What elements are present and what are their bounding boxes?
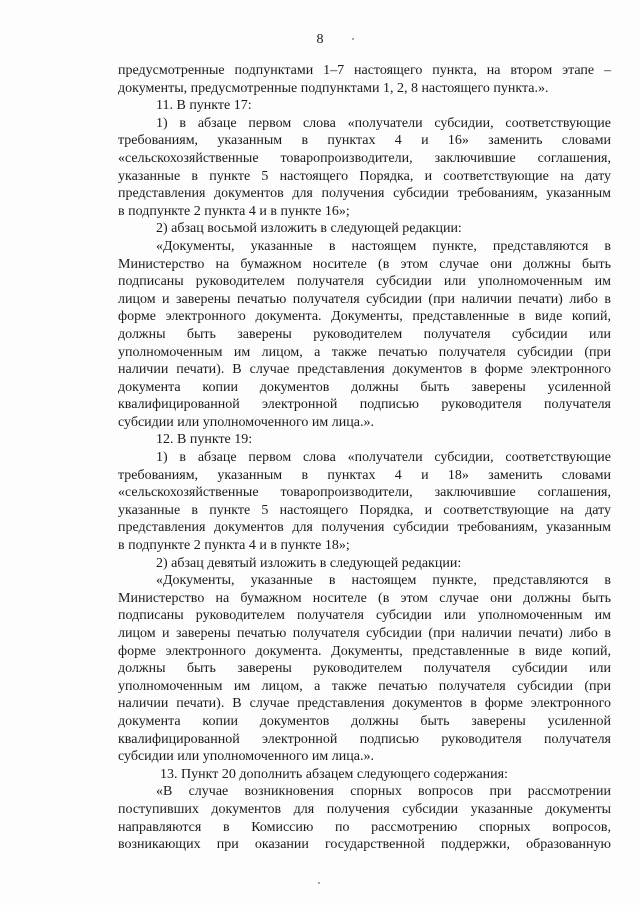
text-line: 2) абзац восьмой изложить в следующей редакции: xyxy=(156,221,462,237)
page-number: 8 xyxy=(316,32,324,47)
text-line: документа копии документов должны быть заверены усиленной xyxy=(118,379,611,395)
text-line: в подпункте 2 пункта 4 и в пункте 18»; xyxy=(118,538,350,554)
scan-speck xyxy=(352,38,354,40)
paragraph xyxy=(118,766,611,784)
text-line: «сельскохозяйственные товаропроизводители, заключившие соглашения, xyxy=(118,150,611,166)
text-line: в подпункте 2 пункта 4 и в пункте 16»; xyxy=(118,203,350,219)
text-line: форме электронного документа. Документы, представленные в виде копий, xyxy=(118,643,611,659)
scan-speck xyxy=(318,882,320,884)
paragraph xyxy=(118,238,611,432)
text-line: квалифицированной электронной подписью руководителя получателя xyxy=(118,397,611,413)
text-line: 13. Пункт 20 дополнить абзацем следующего содержания: xyxy=(160,766,508,782)
text-line: уполномоченным им лицом, а также печатью получателя субсидии (при xyxy=(118,344,611,360)
text-line: возникающих при оказании государственной поддержки, образованную xyxy=(118,837,611,853)
paragraph xyxy=(118,220,611,238)
text-line: «сельскохозяйственные товаропроизводители, заключившие соглашения, xyxy=(118,485,611,501)
document-body xyxy=(118,62,611,854)
paragraph xyxy=(118,431,611,449)
text-line: «В случае возникновения спорных вопросов при рассмотрении xyxy=(156,784,611,800)
text-line: наличии печати). В случае представления документов в форме электронного xyxy=(118,362,611,378)
text-line: 11. В пункте 17: xyxy=(156,98,252,114)
text-line: 1) в абзаце первом слова «получатели субсидии, соответствующие xyxy=(156,115,611,131)
text-line: требованиям, указанным в пунктах 4 и 16» заменить словами xyxy=(118,133,611,149)
text-line: Министерство на бумажном носителе (в этом случае они должны быть xyxy=(118,256,611,272)
paragraph xyxy=(118,97,611,115)
text-line: лицом и заверены печатью получателя субсидии (при наличии печати) либо в xyxy=(118,291,611,307)
text-line: субсидии или уполномоченного им лица.». xyxy=(118,414,374,430)
paragraph xyxy=(118,783,611,853)
text-line: подписаны руководителем получателя субсидии или уполномоченным им xyxy=(118,274,611,290)
text-line: наличии печати). В случае представления документов в форме электронного xyxy=(118,696,611,712)
text-line: поступивших документов для получения субсидии указанные документы xyxy=(118,801,611,817)
text-line: подписаны руководителем получателя субсидии или уполномоченным им xyxy=(118,608,611,624)
text-line: указанные в пункте 5 настоящего Порядка, и соответствующие на дату xyxy=(118,502,611,518)
text-line: требованиям, указанным в пунктах 4 и 18» заменить словами xyxy=(118,467,611,483)
text-line: субсидии или уполномоченного им лица.». xyxy=(118,749,374,765)
text-line: Министерство на бумажном носителе (в этом случае они должны быть xyxy=(118,590,611,606)
text-line: документы, предусмотренные подпунктами 1, 2, 8 настоящего пункта.». xyxy=(118,80,549,96)
text-line: лицом и заверены печатью получателя субсидии (при наличии печати) либо в xyxy=(118,626,611,641)
text-line: документа копии документов должны быть заверены усиленной xyxy=(118,713,611,729)
text-line: направляются в Комиссию по рассмотрению спорных вопросов, xyxy=(118,819,611,835)
text-line: должны быть заверены руководителем получателя субсидии или xyxy=(118,326,611,342)
text-line: «Документы, указанные в настоящем пункте, представляются в xyxy=(156,573,611,589)
paragraph xyxy=(118,62,611,97)
text-line: представления документов для получения субсидии требованиям, указанным xyxy=(118,186,611,202)
text-line: 2) абзац девятый изложить в следующей редакции: xyxy=(156,555,462,571)
text-line: 12. В пункте 19: xyxy=(156,432,253,448)
paragraph xyxy=(118,115,611,221)
paragraph xyxy=(118,572,611,766)
text-line: представления документов для получения субсидии требованиям, указанным xyxy=(118,520,611,536)
text-line: 1) в абзаце первом слова «получатели субсидии, соответствующие xyxy=(156,450,611,466)
text-line: квалифицированной электронной подписью руководителя получателя xyxy=(118,731,611,747)
text-line: предусмотренные подпунктами 1–7 настоящего пункта, на втором этапе – xyxy=(118,63,611,78)
paragraph xyxy=(118,449,611,555)
text-line: «Документы, указанные в настоящем пункте, представляются в xyxy=(156,238,611,254)
text-line: указанные в пункте 5 настоящего Порядка, и соответствующие на дату xyxy=(118,168,611,184)
text-line: форме электронного документа. Документы, представленные в виде копий, xyxy=(118,309,611,325)
paragraph xyxy=(118,555,611,573)
text-line: уполномоченным им лицом, а также печатью получателя субсидии (при xyxy=(118,678,611,694)
text-line: должны быть заверены руководителем получателя субсидии или xyxy=(118,661,611,677)
